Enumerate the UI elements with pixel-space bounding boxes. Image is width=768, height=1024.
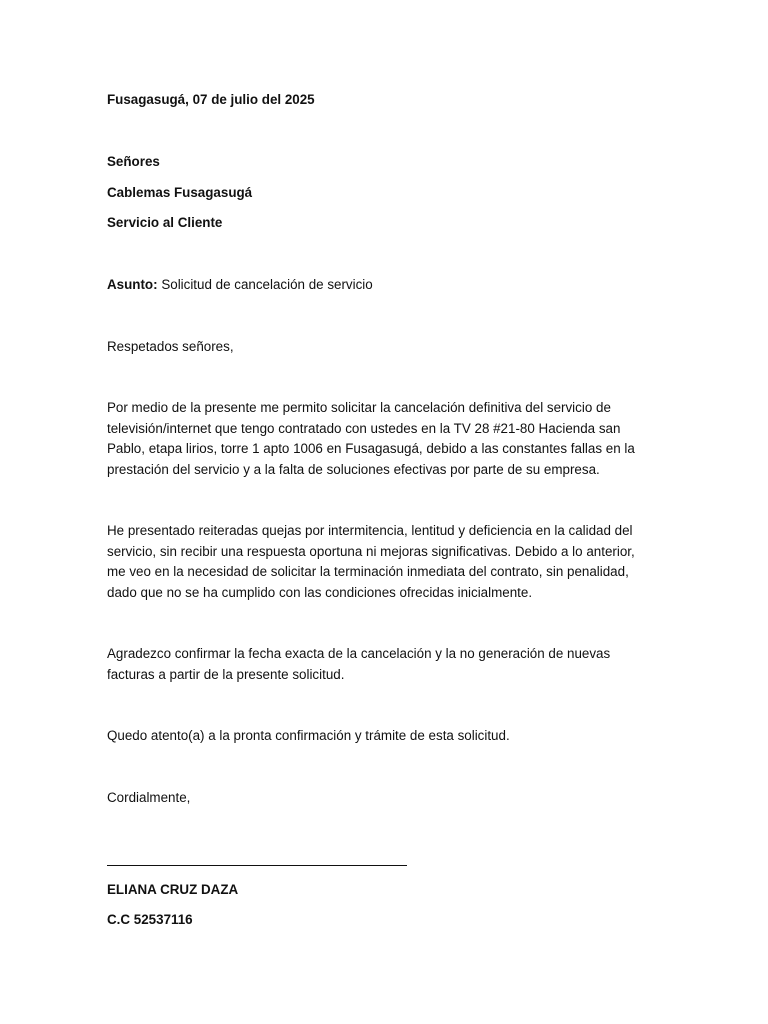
date-line: Fusagasugá, 07 de julio del 2025 xyxy=(107,92,315,107)
paragraph-3-line: facturas a partir de la presente solicitud. xyxy=(107,666,345,682)
paragraph-1-line: Pablo, etapa lirios, torre 1 apto 1006 en Fusagasugá, debido a las constantes fallas en la xyxy=(107,441,635,457)
paragraph-1 xyxy=(107,398,652,480)
recipient-line-3: Servicio al Cliente xyxy=(107,215,223,230)
paragraph-2-line: servicio, sin recibir una respuesta oportuna ni mejoras significativas. Debido a lo anterior, xyxy=(107,543,635,559)
paragraph-2-line: dado que no se ha cumplido con las condiciones ofrecidas inicialmente. xyxy=(107,584,533,600)
paragraph-4: Quedo atento(a) a la pronta confirmación y trámite de esta solicitud. xyxy=(107,728,510,743)
paragraph-2-line: He presentado reiteradas quejas por intermitencia, lentitud y deficiencia en la calidad del xyxy=(107,523,633,538)
recipient-line-1: Señores xyxy=(107,154,160,169)
salutation: Respetados señores, xyxy=(107,339,234,354)
paragraph-1-line: prestación del servicio y a la falta de soluciones efectivas por parte de su empresa. xyxy=(107,461,600,477)
signature-line xyxy=(107,865,407,866)
subject-line xyxy=(107,275,373,296)
subject-label: Asunto: xyxy=(107,277,158,292)
recipient-line-2: Cablemas Fusagasugá xyxy=(107,185,253,200)
closing: Cordialmente, xyxy=(107,790,191,805)
signer-name: ELIANA CRUZ DAZA xyxy=(107,882,239,897)
paragraph-2-line: me veo en la necesidad de solicitar la terminación inmediata del contrato, sin penalidad, xyxy=(107,564,629,580)
subject-text: Solicitud de cancelación de servicio xyxy=(161,277,373,292)
paragraph-2 xyxy=(107,521,652,603)
paragraph-3-line: Agradezco confirmar la fecha exacta de la cancelación y la no generación de nuevas xyxy=(107,646,611,661)
signer-id: C.C 52537116 xyxy=(107,912,193,927)
paragraph-1-line: Por medio de la presente me permito solicitar la cancelación definitiva del servicio de xyxy=(107,400,611,415)
paragraph-1-line: televisión/internet que tengo contratado con ustedes en la TV 28 #21-80 Hacienda san xyxy=(107,420,621,436)
paragraph-3 xyxy=(107,644,652,685)
